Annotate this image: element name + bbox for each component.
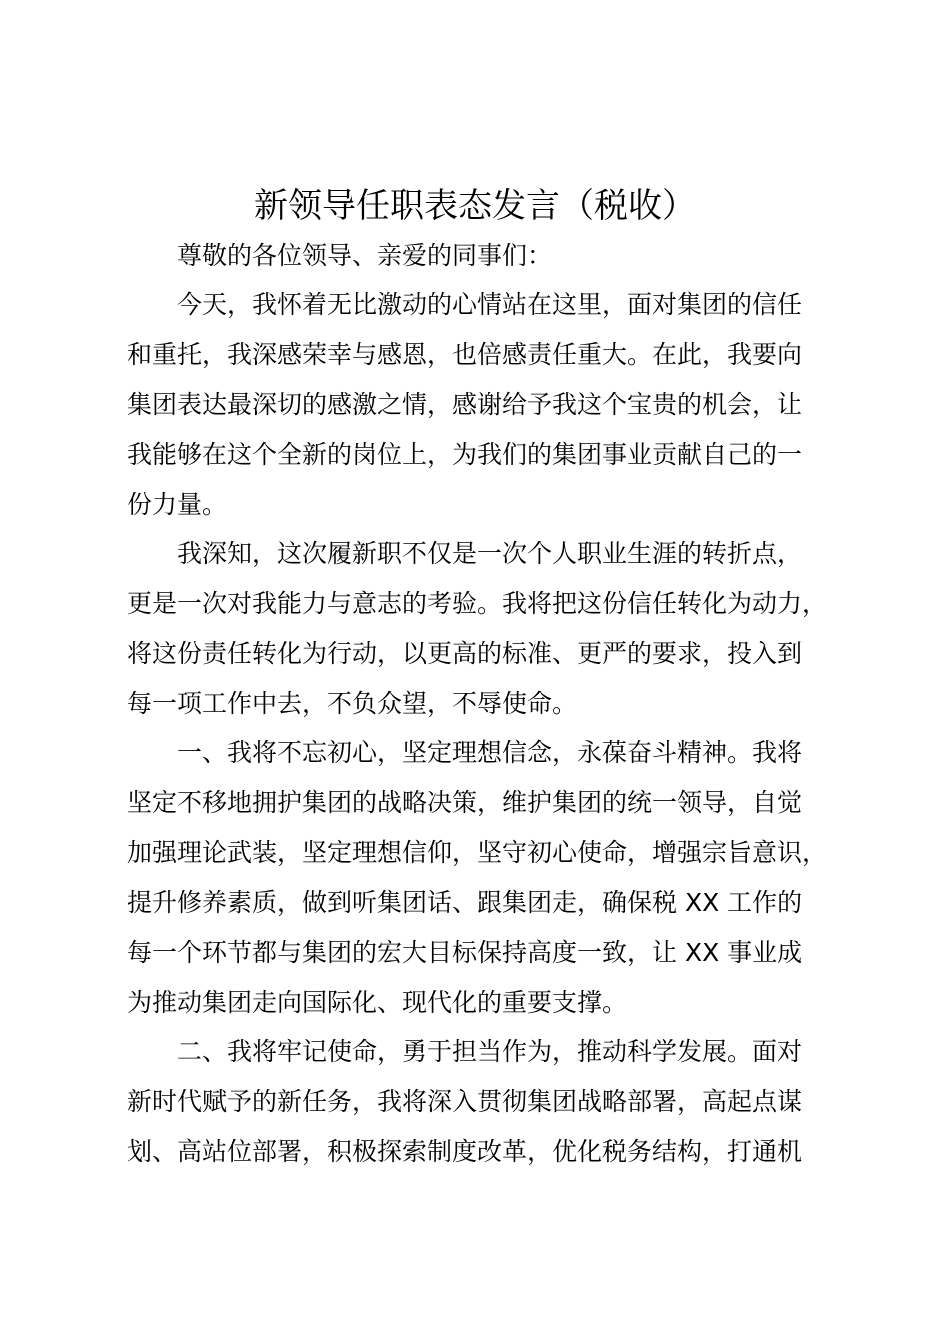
- paragraph-line: 我能够在这个全新的岗位上，为我们的集团事业贡献自己的一: [127, 440, 803, 469]
- paragraph-line: 和重托，我深感荣幸与感恩，也倍感责任重大。在此，我要向: [127, 340, 803, 369]
- paragraph-line: 二、我将牢记使命，勇于担当作为，推动科学发展。面对: [177, 1037, 803, 1066]
- paragraph-line: 集团表达最深切的感激之情，感谢给予我这个宝贵的机会，让: [127, 390, 803, 419]
- paragraph-line: 将这份责任转化为行动，以更高的标准、更严的要求，投入到: [127, 639, 803, 668]
- paragraph-line: 今天，我怀着无比激动的心情站在这里，面对集团的信任: [177, 290, 803, 319]
- paragraph-line: 一、我将不忘初心，坚定理想信念，永葆奋斗精神。我将: [177, 738, 803, 767]
- paragraph-line: 我深知，这次履新职不仅是一次个人职业生涯的转折点，: [177, 539, 803, 568]
- paragraph-line: 为推动集团走向国际化、现代化的重要支撑。: [127, 988, 628, 1017]
- paragraph-line: 更是一次对我能力与意志的考验。我将把这份信任转化为动力，: [127, 589, 828, 618]
- paragraph-line: 划、高站位部署，积极探索制度改革，优化税务结构，打通机: [127, 1137, 803, 1166]
- paragraph-line: 每一项工作中去，不负众望，不辱使命。: [127, 689, 578, 718]
- salutation-line: 尊敬的各位领导、亲爱的同事们：: [177, 241, 553, 270]
- paragraph-line: 加强理论武装，坚定理想信仰，坚守初心使命，增强宗旨意识，: [127, 838, 828, 867]
- paragraph-line: 提升修养素质，做到听集团话、跟集团走，确保税 XX 工作的: [127, 888, 803, 917]
- document-title: 新领导任职表态发言（税收）: [254, 186, 696, 226]
- paragraph-line: 每一个环节都与集团的宏大目标保持高度一致，让 XX 事业成: [127, 938, 803, 967]
- paragraph-line: 新时代赋予的新任务，我将深入贯彻集团战略部署，高起点谋: [127, 1087, 803, 1116]
- paragraph-line: 坚定不移地拥护集团的战略决策，维护集团的统一领导，自觉: [127, 788, 803, 817]
- paragraph-line: 份力量。: [127, 490, 228, 519]
